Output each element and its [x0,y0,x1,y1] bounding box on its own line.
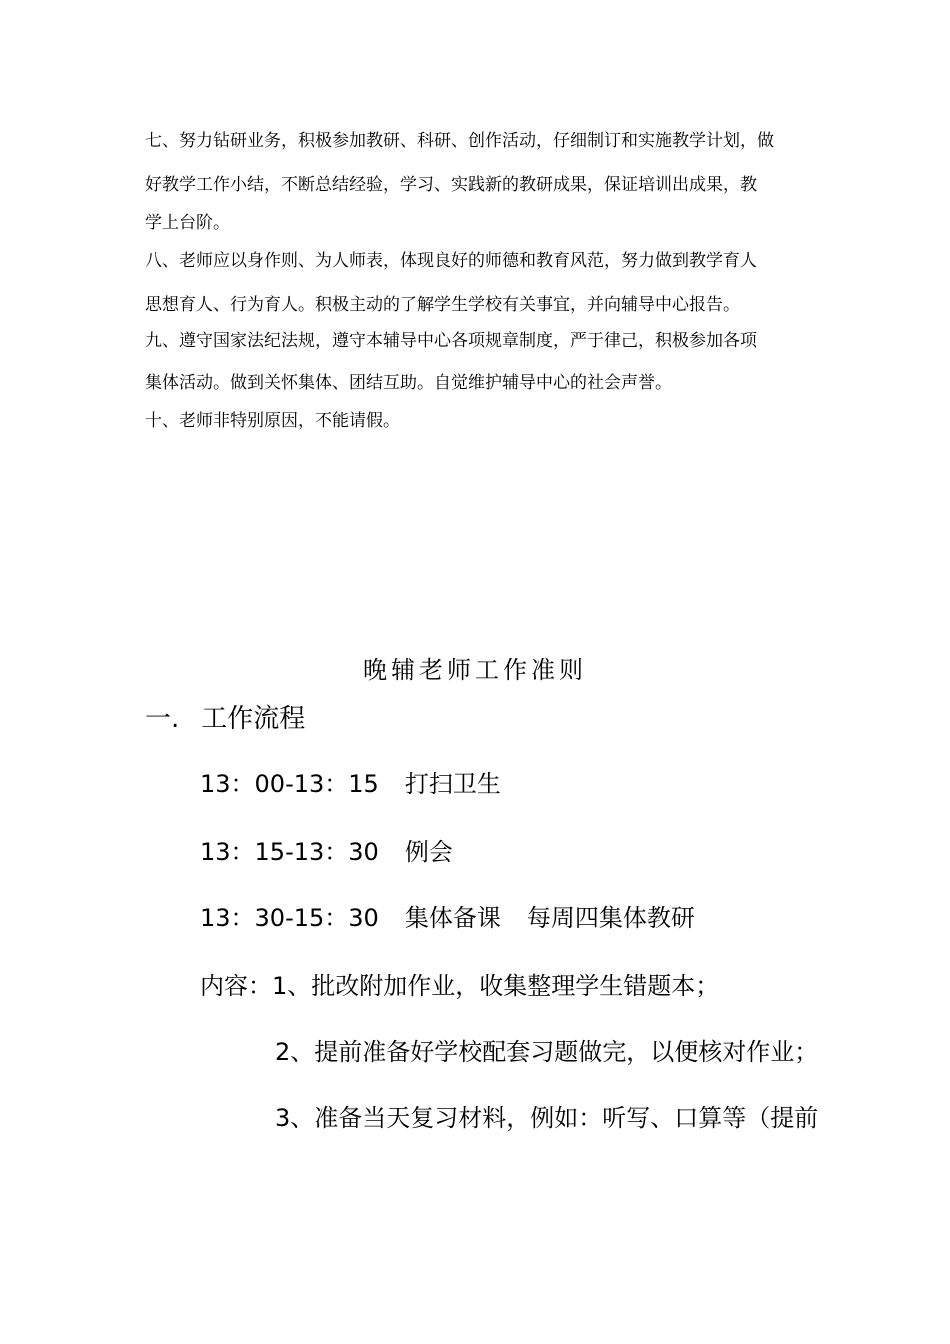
rule-7-line-2: 好教学工作小结，不断总结经验，学习、实践新的教研成果，保证培训出成果，教 [145,175,757,195]
schedule-row [200,898,695,933]
schedule-time: 13：30-15：30 [200,904,379,932]
rule-7-line-3: 学上台阶。 [145,213,230,233]
rule-10: 十、老师非特别原因，不能请假。 [145,411,400,431]
content-item: 3、准备当天复习材料，例如：听写、口算等（提前 [275,1104,819,1132]
rule-8-line-2: 思想育人、行为育人。积极主动的了解学生学校有关事宜，并向辅导中心报告。 [145,295,740,315]
content-item: 2、提前准备好学校配套习题做完，以便核对作业； [275,1038,819,1066]
content-item [200,966,719,1001]
rule-7-line-1: 七、努力钻研业务，积极参加教研、科研、创作活动，仔细制订和实施教学计划，做 [145,131,774,151]
schedule-row [200,832,453,867]
schedule-extra: 每周四集体教研 [526,904,695,932]
schedule-activity: 例会 [404,838,453,866]
rule-9-line-1: 九、遵守国家法纪法规，遵守本辅导中心各项规章制度，严于律己，积极参加各项 [145,331,757,351]
rule-8-line-1: 八、老师应以身作则、为人师表，体现良好的师德和教育风范，努力做到教学育人 [145,251,757,271]
page-title: 晚辅老师工作准则 [363,656,587,684]
schedule-activity: 集体备课 [404,904,501,932]
section-name: 工作流程 [201,704,306,734]
section-number: 一. [145,704,180,734]
content-item-text: 1、批改附加作业，收集整理学生错题本； [272,972,720,1000]
section-heading [145,698,305,735]
schedule-time: 13：00-13：15 [200,770,379,798]
schedule-row [200,764,501,799]
schedule-time: 13：15-13：30 [200,838,379,866]
content-label: 内容： [200,972,272,1000]
rule-9-line-2: 集体活动。做到关怀集体、团结互助。自觉维护辅导中心的社会声誉。 [145,373,672,393]
schedule-activity: 打扫卫生 [404,770,501,798]
